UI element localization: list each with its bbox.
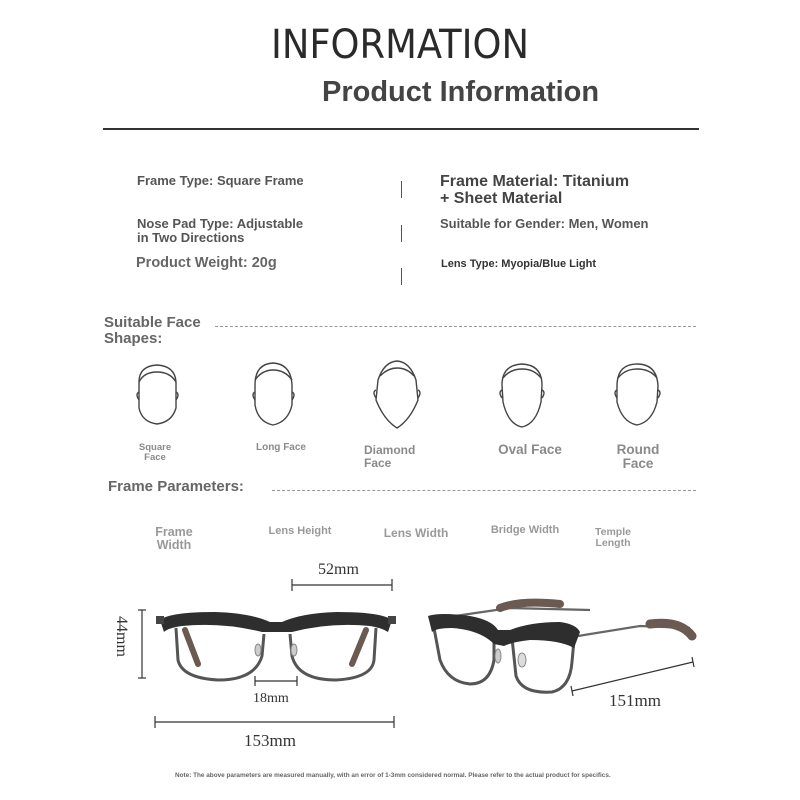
face-label-oval: Oval Face [498, 442, 562, 457]
dimension-lens-height: 44mm [113, 616, 130, 657]
footnote: Note: The above parameters are measured manually, with an error of 1-3mm considered normal. Please refer to the actual product for specifics. [175, 772, 611, 779]
dimension-frame-width: 153mm [244, 731, 296, 750]
spec-frame-type: Frame Type: Square Frame [137, 173, 304, 188]
glasses-front-view [156, 612, 396, 680]
param-label-bridge-width: Bridge Width [490, 524, 560, 536]
spec-gender: Suitable for Gender: Men, Women [440, 216, 649, 231]
face-label-long: Long Face [255, 442, 306, 453]
face-label-diamond: Diamond Face [364, 443, 416, 470]
dimension-lens-width: 52mm [318, 561, 359, 578]
param-label-frame-width: Frame Width [155, 525, 193, 553]
page-title: INFORMATION [270, 22, 529, 68]
dimension-temple: 151mm [609, 691, 661, 710]
page-subtitle: Product Information [322, 76, 600, 108]
param-label-lens-width: Lens Width [383, 526, 449, 540]
frame-parameters-heading: Frame Parameters: [108, 478, 244, 495]
spec-weight: Product Weight: 20g [136, 255, 277, 271]
param-label-lens-height: Lens Height [268, 525, 332, 537]
param-label-temple-length: Temple Length [595, 526, 631, 550]
spec-frame-material: Frame Material: Titanium + Sheet Material [440, 173, 630, 207]
spec-lens-type: Lens Type: Myopia/Blue Light [441, 258, 597, 270]
face-label-round: Round Face [616, 442, 660, 472]
face-label-square: Square Face [138, 442, 172, 463]
spec-nose-pad: Nose Pad Type: Adjustable in Two Directions [137, 216, 304, 245]
dimension-bridge: 18mm [253, 691, 289, 706]
face-shapes-heading: Suitable Face Shapes: [104, 314, 201, 347]
glasses-side-view [428, 603, 692, 693]
